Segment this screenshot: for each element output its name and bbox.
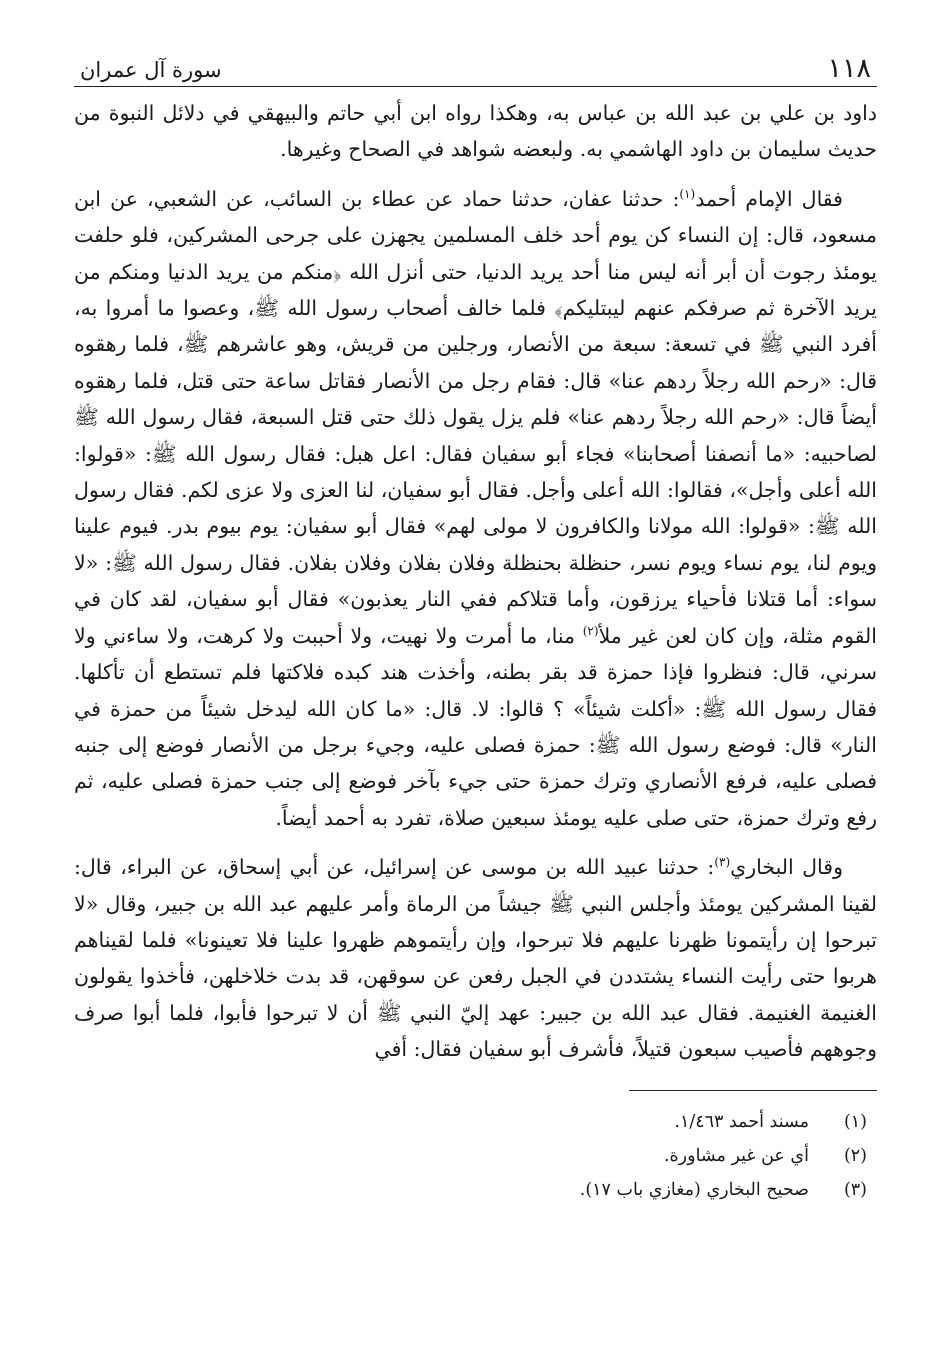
page-number: ١١٨ [827, 53, 871, 84]
footnote-number: (٢) [843, 1145, 867, 1166]
footnote-text: أي عن غير مشاورة. [663, 1145, 809, 1166]
footnote-number: (١) [843, 1111, 867, 1132]
footnote-1 [74, 1105, 877, 1139]
footnote-3 [74, 1173, 877, 1207]
paragraph-1: داود بن علي بن عبد الله بن عباس به، وهكذا رواه ابن أبي حاتم والبيهقي في دلائل النبوة من حديث سليمان بن داود الهاشمي به. ولبعضه شواهد في الصحاح وغيرها. [74, 101, 877, 162]
footnote-separator [629, 1090, 877, 1091]
footnotes [74, 1105, 877, 1207]
footnote-ref-3[interactable]: (٣) [714, 855, 731, 870]
footnote-number: (٣) [843, 1179, 867, 1200]
surah-title: سورة آل عمران [80, 58, 222, 82]
paragraph-3: وقال البخاري$^{(٣)}$: حدثنا عبيد الله بن موسى عن إسرائيل، عن أبي إسحاق، عن البراء، قال: لقينا المشركين يومئذ وأجلس النبي ﷺ جيشاً من الرماة وأمر عليهم عبد الله بن جبير، وقال «لا تبرحوا إن رأيتمونا ظهرنا عليهم فلا تبرحوا، وإن رأيتموهم ظهروا علينا فلا تعينونا» فلما لقيناهم هربوا حتى رأيت النساء يشتددن في الجبل رفعن عن سوقهن، قد بدت خلاخلهن، فأخذوا يقولون الغنيمة الغنيمة. فقال عبد الله بن جبير: عهد إليّ النبي ﷺ أن لا تبرحوا فأبوا، فلما أبوا صرف وجوههم فأصيب سبعون قتيلاً، فأشرف أبو سفيان فقال: أفي [74, 855, 877, 1062]
footnote-text: مسند أحمد ١/٤٦٣. [674, 1111, 809, 1132]
page-header [74, 48, 877, 87]
footnote-ref-2[interactable]: (٢) [582, 623, 599, 638]
footnote-2 [74, 1139, 877, 1173]
footnote-ref-1[interactable]: (١) [679, 186, 696, 201]
paragraph-2: فقال الإمام أحمد$^{(١)}$: حدثنا عفان، حدثنا حماد عن عطاء بن السائب، عن الشعبي، عن ابن مسعود، قال: إن النساء كن يوم أحد خلف المسلمين يجهزن على جرحى المشركين، فلو حلفت يومئذ رجوت أن أبر أنه ليس منا أحد يريد الدنيا، حتى أنزل الله ﴿منكم من يريد الدنيا ومنكم من يريد الآخرة ثم صرفكم عنهم ليبتليكم﴾ فلما خالف أصحاب رسول الله ﷺ، وعصوا ما أمروا به، أفرد النبي ﷺ في تسعة: سبعة من الأنصار، ورجلين من قريش، وهو عاشرهم ﷺ، فلما رهقوه قال: «رحم الله رجلاً ردهم عنا» قال: فقام رجل من الأنصار فقاتل ساعة حتى قتل، فلما رهقوه أيضاً قال: «رحم الله رجلاً ردهم عنا» فلم يزل يقول ذلك حتى قتل السبعة، فقال رسول الله ﷺ لصاحبيه: «ما أنصفنا أصحابنا» فجاء أبو سفيان فقال: اعل هبل: فقال رسول الله ﷺ: «قولوا: الله أعلى وأجل»، فقالوا: الله أعلى وأجل. فقال أبو سفيان، لنا العزى ولا عزى لكم. فقال رسول الله ﷺ: «قولوا: الله مولانا والكافرون لا مولى لهم» فقال أبو سفيان: يوم بيوم بدر. فيوم علينا ويوم لنا، يوم نساء ويوم نسر، حنظلة بحنظلة وفلان بفلان وفلان بفلان. فقال رسول الله ﷺ: «لا سواء: أما قتلانا فأحياء يرزقون، وأما قتلاكم ففي النار يعذبون» فقال أبو سفيان، لقد كان في القوم مثلة، وإن كان لعن غير ملأ$^{(٢)}$ منا، ما أمرت ولا نهيت، ولا أحببت ولا كرهت، ولا ساءني ولا سرني، قال: فنظروا فإذا حمزة قد بقر بطنه، وأخذت هند كبده فلاكتها فلم تستطع أن تأكلها. فقال رسول الله ﷺ: «أكلت شيئاً» ؟ قالوا: لا. قال: «ما كان الله ليدخل شيئاً من حمزة في النار» قال: فوضع رسول الله ﷺ: حمزة فصلى عليه، وجيء برجل من الأنصار فوضع إلى جنبه فصلى عليه، فرفع الأنصاري وترك حمزة حتى جيء بآخر فوضع إلى جنب حمزة فصلى عليه، ثم رفع وترك حمزة، حتى صلى عليه يومئذ سبعين صلاة، تفرد به أحمد أيضاً. [74, 186, 877, 830]
body-text [74, 95, 877, 1068]
document-page [74, 48, 877, 1207]
footnote-text: صحيح البخاري (مغازي باب ١٧). [579, 1179, 809, 1200]
